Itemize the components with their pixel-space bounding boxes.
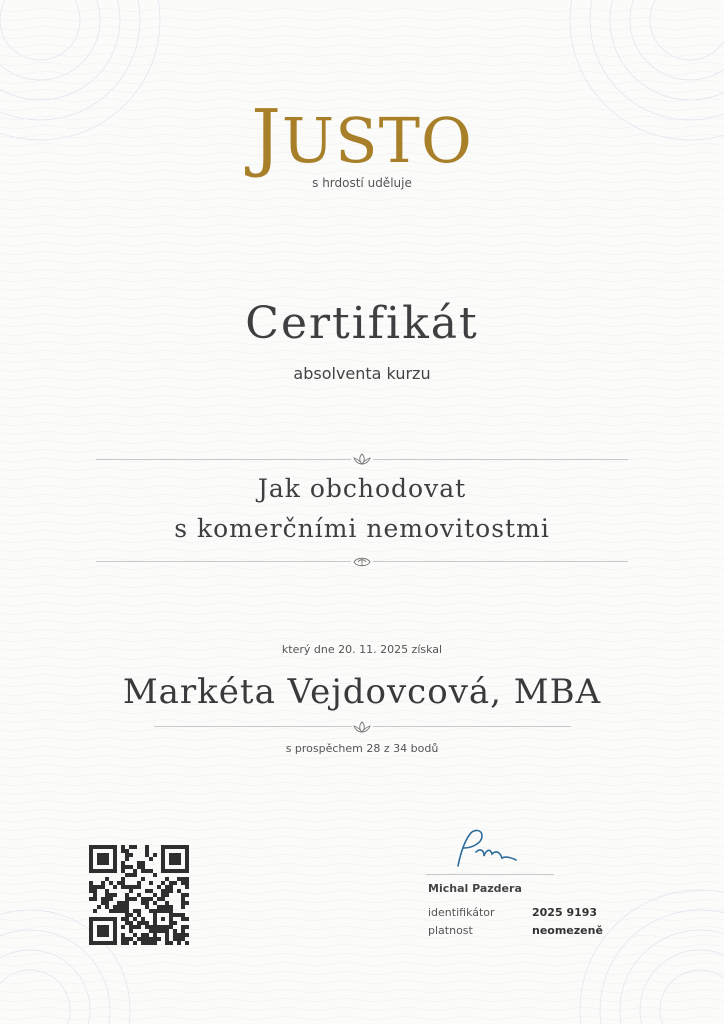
qr-module: [113, 885, 117, 889]
wave-line: [0, 810, 724, 813]
qr-module: [161, 889, 165, 893]
divider-bottom-right: [373, 561, 628, 562]
wave-line: [0, 972, 724, 975]
qr-module: [149, 881, 153, 885]
qr-module: [93, 889, 97, 893]
qr-module: [153, 901, 157, 905]
qr-module: [173, 921, 177, 925]
qr-module: [161, 881, 165, 885]
qr-module: [145, 853, 149, 857]
qr-module: [137, 893, 141, 897]
qr-module: [125, 897, 129, 901]
qr-module: [133, 941, 137, 945]
qr-module: [141, 877, 145, 881]
qr-module: [165, 905, 169, 909]
qr-module: [125, 937, 129, 941]
qr-module: [89, 881, 93, 885]
qr-module: [153, 941, 157, 945]
lotus-ornament-small-icon: [353, 720, 371, 734]
qr-module: [185, 917, 189, 921]
qr-module: [129, 937, 133, 941]
qr-module: [165, 885, 169, 889]
qr-module: [149, 925, 153, 929]
qr-module: [125, 885, 129, 889]
wave-line: [0, 585, 724, 588]
qr-module: [129, 925, 133, 929]
qr-module: [125, 853, 129, 857]
logo-initial: J: [251, 94, 282, 180]
qr-module: [121, 925, 125, 929]
qr-module: [165, 893, 169, 897]
wave-line: [0, 45, 724, 48]
course-name-line-1: Jak obchodovat: [257, 474, 467, 503]
wave-line: [0, 837, 724, 840]
wave-line: [0, 396, 724, 399]
qr-module: [129, 853, 133, 857]
qr-module: [185, 941, 189, 945]
qr-module: [153, 937, 157, 941]
qr-module: [125, 913, 129, 917]
qr-module: [141, 869, 145, 873]
qr-module: [125, 873, 129, 877]
qr-module: [93, 909, 97, 913]
qr-module: [161, 917, 165, 921]
qr-module: [97, 885, 101, 889]
wave-line: [0, 756, 724, 759]
qr-module: [177, 933, 181, 937]
qr-module: [169, 853, 181, 865]
qr-module: [137, 937, 141, 941]
qr-module: [185, 925, 189, 929]
wave-line: [0, 1008, 724, 1011]
qr-module: [109, 893, 113, 897]
wave-line: [0, 270, 724, 273]
qr-module: [121, 877, 125, 881]
qr-module: [141, 897, 145, 901]
name-divider-right: [373, 726, 571, 727]
qr-module: [121, 937, 125, 941]
wave-line: [0, 81, 724, 84]
qr-module: [181, 933, 185, 937]
qr-module: [105, 877, 109, 881]
wave-line: [0, 963, 724, 966]
qr-module: [165, 889, 169, 893]
validity-label: platnost: [428, 924, 473, 937]
qr-module: [145, 845, 149, 849]
qr-module: [153, 929, 157, 933]
qr-module: [101, 901, 105, 905]
recipient-name: Markéta Vejdovcová, MBA: [122, 672, 602, 712]
qr-module: [117, 909, 121, 913]
qr-module: [105, 905, 109, 909]
qr-module: [97, 905, 101, 909]
identifier-label: identifikátor: [428, 906, 495, 919]
qr-module: [121, 865, 125, 869]
qr-module: [125, 857, 129, 861]
wave-line: [0, 261, 724, 264]
qr-module: [121, 885, 125, 889]
qr-module: [133, 925, 137, 929]
qr-module: [181, 913, 185, 917]
wave-line: [0, 621, 724, 624]
qr-module: [129, 889, 133, 893]
qr-module: [105, 897, 109, 901]
qr-module: [157, 897, 161, 901]
wave-line: [0, 207, 724, 210]
qr-module: [133, 845, 137, 849]
qr-module: [97, 925, 109, 937]
qr-module: [173, 881, 177, 885]
qr-module: [157, 929, 161, 933]
qr-module: [137, 921, 141, 925]
wave-line: [0, 225, 724, 228]
wave-line: [0, 90, 724, 93]
qr-module: [185, 893, 189, 897]
qr-module: [169, 889, 173, 893]
qr-module: [113, 909, 117, 913]
wave-line: [0, 216, 724, 219]
qr-module: [157, 905, 161, 909]
signature-icon: [446, 826, 518, 872]
wave-line: [0, 351, 724, 354]
qr-module: [161, 905, 165, 909]
qr-module: [181, 925, 185, 929]
qr-module: [121, 909, 125, 913]
qr-module: [169, 881, 173, 885]
qr-module: [181, 929, 185, 933]
qr-module: [141, 941, 145, 945]
qr-module: [149, 889, 153, 893]
qr-module: [181, 881, 185, 885]
qr-module: [145, 905, 149, 909]
divider-bottom-left: [96, 561, 351, 562]
qr-module: [93, 885, 97, 889]
qr-module: [177, 941, 181, 945]
qr-module: [129, 873, 133, 877]
score-text: s prospěchem 28 z 34 bodů: [285, 742, 439, 755]
qr-module: [141, 937, 145, 941]
qr-module: [121, 849, 125, 853]
qr-module: [121, 881, 125, 885]
qr-module: [125, 893, 129, 897]
qr-module: [169, 905, 173, 909]
wave-line: [0, 819, 724, 822]
qr-module: [185, 901, 189, 905]
qr-module: [145, 937, 149, 941]
logo-text: USTO: [281, 104, 473, 177]
qr-module: [137, 881, 141, 885]
qr-module: [101, 885, 105, 889]
qr-module: [125, 849, 129, 853]
qr-module: [141, 901, 145, 905]
qr-module: [137, 925, 141, 929]
qr-module: [129, 897, 133, 901]
wave-line: [0, 504, 724, 507]
divider-top-left: [96, 459, 351, 460]
qr-module: [105, 889, 109, 893]
qr-module: [165, 877, 169, 881]
wave-line: [0, 657, 724, 660]
qr-module: [133, 933, 137, 937]
qr-module: [149, 937, 153, 941]
qr-module: [161, 929, 165, 933]
wave-line: [0, 792, 724, 795]
qr-module: [117, 901, 121, 905]
qr-module: [145, 921, 149, 925]
qr-module: [137, 913, 141, 917]
qr-module: [173, 937, 177, 941]
leaf-ornament-icon: [353, 555, 371, 569]
wave-line: [0, 783, 724, 786]
wave-line: [0, 360, 724, 363]
qr-module: [133, 885, 137, 889]
qr-module: [165, 929, 169, 933]
qr-module: [173, 929, 177, 933]
qr-module: [181, 905, 185, 909]
qr-module: [137, 909, 141, 913]
qr-module: [145, 889, 149, 893]
qr-module: [145, 933, 149, 937]
wave-line: [0, 198, 724, 201]
wave-line: [0, 630, 724, 633]
wave-line: [0, 405, 724, 408]
qr-module: [153, 853, 157, 857]
qr-module: [173, 913, 177, 917]
qr-module: [169, 941, 173, 945]
qr-module: [153, 933, 157, 937]
wave-line: [0, 72, 724, 75]
qr-module: [133, 917, 137, 921]
qr-module: [153, 873, 157, 877]
qr-module: [133, 873, 137, 877]
qr-module: [177, 877, 181, 881]
qr-module: [125, 921, 129, 925]
wave-line: [0, 414, 724, 417]
qr-module: [113, 893, 117, 897]
qr-module: [129, 913, 133, 917]
wave-line: [0, 738, 724, 741]
qr-module: [149, 929, 153, 933]
qr-module: [121, 869, 125, 873]
qr-module: [165, 933, 169, 937]
qr-module: [185, 885, 189, 889]
qr-module: [129, 865, 133, 869]
wave-line: [0, 1017, 724, 1020]
qr-module: [161, 893, 165, 897]
wave-line: [0, 27, 724, 30]
qr-module: [121, 917, 125, 921]
qr-module: [121, 933, 125, 937]
qr-module: [93, 897, 97, 901]
qr-module: [129, 845, 133, 849]
qr-module: [169, 885, 173, 889]
wave-line: [0, 441, 724, 444]
wave-line: [0, 828, 724, 831]
qr-module: [141, 921, 145, 925]
qr-module: [181, 901, 185, 905]
qr-module: [181, 937, 185, 941]
qr-module: [161, 897, 165, 901]
qr-module: [157, 937, 161, 941]
qr-module: [137, 885, 141, 889]
qr-module: [173, 933, 177, 937]
divider-top-right: [373, 459, 628, 460]
qr-module: [109, 909, 113, 913]
qr-module: [125, 917, 129, 921]
wave-line: [0, 999, 724, 1002]
qr-module: [177, 889, 181, 893]
wave-line: [0, 594, 724, 597]
qr-module: [125, 909, 129, 913]
name-divider-left: [154, 726, 352, 727]
tagline: s hrdostí uděluje: [312, 176, 412, 190]
qr-module: [149, 897, 153, 901]
wave-line: [0, 36, 724, 39]
qr-module: [129, 929, 133, 933]
qr-module: [121, 861, 125, 865]
qr-module: [165, 901, 169, 905]
wave-line: [0, 18, 724, 21]
qr-module: [181, 893, 185, 897]
qr-module: [117, 905, 121, 909]
lotus-ornament-icon: [353, 452, 371, 466]
qr-module: [89, 885, 93, 889]
qr-module: [121, 901, 125, 905]
qr-module: [125, 901, 129, 905]
qr-module: [145, 897, 149, 901]
qr-module: [145, 869, 149, 873]
wave-line: [0, 252, 724, 255]
certificate-title: Certifikát: [245, 298, 479, 349]
wave-line: [0, 468, 724, 471]
wave-line: [0, 639, 724, 642]
validity-value: neomezeně: [532, 924, 603, 937]
qr-module: [149, 941, 153, 945]
qr-module: [133, 897, 137, 901]
justo-logo: [0, 94, 724, 180]
wave-line: [0, 981, 724, 984]
qr-module: [121, 905, 125, 909]
wave-line: [0, 243, 724, 246]
wave-line: [0, 63, 724, 66]
qr-module: [165, 937, 169, 941]
signer-name: Michal Pazdera: [428, 882, 522, 895]
qr-module: [89, 897, 93, 901]
wave-line: [0, 576, 724, 579]
wave-line: [0, 9, 724, 12]
qr-module: [105, 901, 109, 905]
qr-module: [149, 857, 153, 861]
qr-module: [153, 893, 157, 897]
qr-module: [185, 881, 189, 885]
qr-module: [125, 905, 129, 909]
qr-module: [141, 933, 145, 937]
qr-module: [129, 885, 133, 889]
qr-module: [133, 909, 137, 913]
qr-module: [185, 877, 189, 881]
wave-line: [0, 288, 724, 291]
certificate-subtitle: absolventa kurzu: [293, 364, 431, 383]
qr-module: [121, 845, 125, 849]
wave-line: [0, 990, 724, 993]
qr-module: [145, 925, 149, 929]
qr-module: [105, 893, 109, 897]
qr-module: [129, 921, 133, 925]
qr-module: [109, 897, 113, 901]
qr-module: [125, 941, 129, 945]
wave-line: [0, 279, 724, 282]
qr-module: [185, 933, 189, 937]
qr-module: [145, 849, 149, 853]
qr-module: [97, 853, 109, 865]
qr-module: [141, 861, 145, 865]
qr-module: [181, 897, 185, 901]
qr-module: [149, 909, 153, 913]
wave-line: [0, 234, 724, 237]
wave-line: [0, 54, 724, 57]
wave-line: [0, 387, 724, 390]
qr-module: [101, 897, 105, 901]
wave-line: [0, 549, 724, 552]
qr-module: [177, 913, 181, 917]
qr-module: [141, 865, 145, 869]
qr-module: [117, 881, 121, 885]
wave-line: [0, 774, 724, 777]
wave-line: [0, 603, 724, 606]
qr-module: [165, 941, 169, 945]
qr-module: [141, 917, 145, 921]
wave-line: [0, 612, 724, 615]
qr-module: [113, 905, 117, 909]
qr-module: [157, 885, 161, 889]
qr-module: [125, 865, 129, 869]
qr-module: [145, 941, 149, 945]
qr-module: [109, 881, 113, 885]
qr-module: [145, 901, 149, 905]
qr-module: [177, 937, 181, 941]
identifier-value: 2025 9193: [532, 906, 598, 919]
qr-module: [137, 861, 141, 865]
wave-line: [0, 666, 724, 669]
signature-line: [426, 874, 554, 875]
awarded-date-text: který dne 20. 11. 2025 získal: [281, 643, 443, 656]
wave-line: [0, 801, 724, 804]
qr-module: [149, 869, 153, 873]
wave-line: [0, 432, 724, 435]
qr-module: [137, 865, 141, 869]
qr-module: [133, 869, 137, 873]
qr-module: [181, 917, 185, 921]
qr-module: [93, 893, 97, 897]
qr-module: [181, 877, 185, 881]
wave-line: [0, 423, 724, 426]
qr-module: [89, 889, 93, 893]
qr-code-icon[interactable]: [89, 845, 189, 945]
qr-module: [121, 941, 125, 945]
wave-line: [0, 765, 724, 768]
course-name-line-2: s komerčními nemovitostmi: [174, 514, 550, 543]
qr-module: [101, 881, 105, 885]
